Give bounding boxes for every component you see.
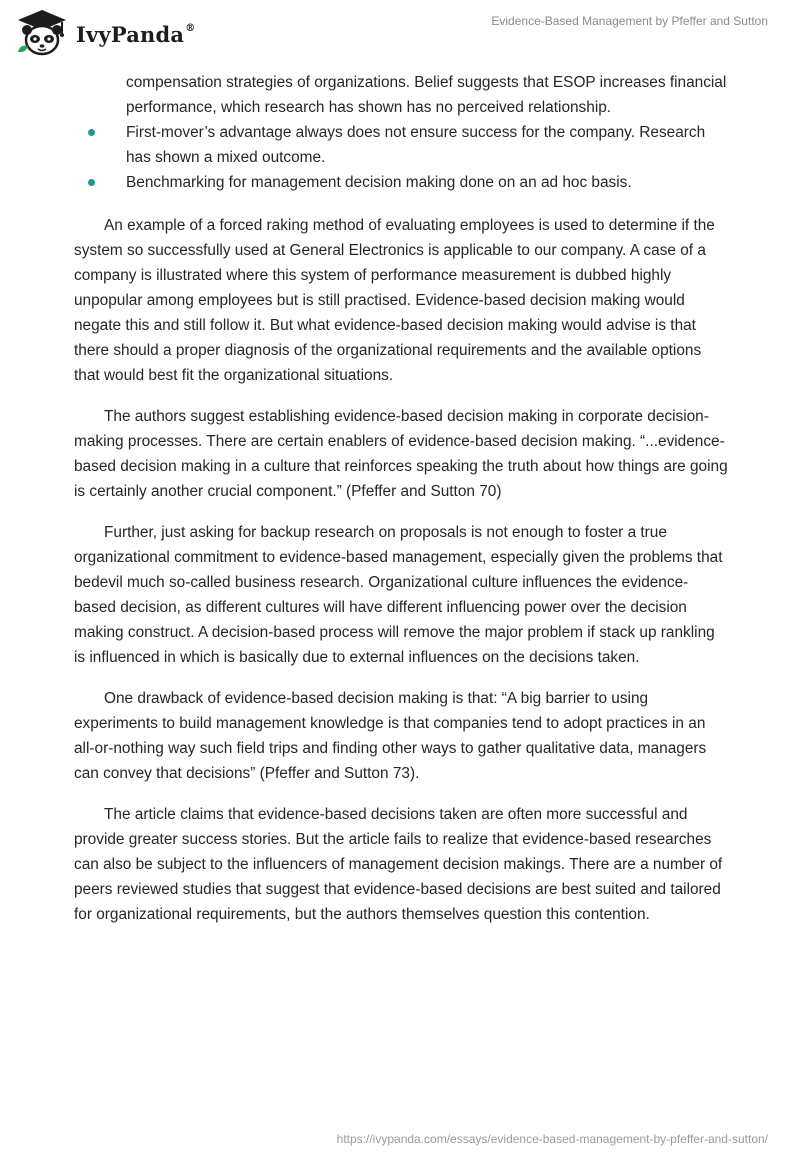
source-url[interactable]: https://ivypanda.com/essays/evidence-based-management-by-pfeffer-and-sutton/ xyxy=(336,1132,768,1146)
bullet-dot-icon xyxy=(88,129,95,136)
bullet-list xyxy=(74,70,729,195)
bullet-item: compensation strategies of organizations. Belief suggests that ESOP increases financial performance, which research has shown has no perceived relationship. xyxy=(126,74,727,116)
bullet-item: Benchmarking for management decision making done on an ad hoc basis. xyxy=(74,170,729,195)
paragraph: The article claims that evidence-based decisions taken are often more successful and provide greater success stories. But the article fails to realize that evidence-based researches can also be subject to the influencers of management decision makings. There are a number of peers reviewed studies that suggest that evidence-based decisions are best suited and tailored for organizational requirements, but the authors themselves question this contention. xyxy=(74,806,723,923)
paragraph: The authors suggest establishing evidence-based decision making in corporate decision-making processes. There are certain enablers of evidence-based decision making. “...evidence-based decision making in a culture that reinforces speaking the truth about how things are going is certainly another crucial component.” (Pfeffer and Sutton 70) xyxy=(74,408,728,500)
panda-graduate-icon xyxy=(14,8,70,58)
bullet-item: First-mover’s advantage always does not ensure success for the company. Research has shown a mixed outcome. xyxy=(74,120,729,170)
registered-mark: ® xyxy=(185,22,196,34)
paragraph: Further, just asking for backup research on proposals is not enough to foster a true organizational commitment to evidence-based management, especially given the problems that bedevil much so-called business research. Organizational culture influences the evidence-based decision, as different cultures will have different influencing power over the decision making construct. A decision-based process will remove the major problem if stack up rankling is influenced in which is basically due to external influences on the decisions taken. xyxy=(74,524,723,666)
page-header xyxy=(0,0,800,64)
ivypanda-logo[interactable] xyxy=(14,8,204,58)
paragraph: One drawback of evidence-based decision making is that: “A big barrier to using experiments to build management knowledge is that companies tend to adopt practices in an all-or-nothing way such field trips and finding other ways to gather qualitative data, managers can convey that decisions” (Pfeffer and Sutton 73). xyxy=(74,690,707,782)
essay-body xyxy=(74,70,729,927)
document-title: Evidence-Based Management by Pfeffer and Sutton xyxy=(491,14,768,28)
brand-name: IvyPanda® xyxy=(76,21,196,47)
paragraph: An example of a forced raking method of evaluating employees is used to determine if the system so successfully used at General Electronics is applicable to our company. A case of a company is illustrated where this system of performance measurement is dubbed highly unpopular among employees but is still practised. Evidence-based decision making would negate this and still follow it. But what evidence-based decision making would advise is that there should a proper diagnosis of the organizational requirements and the available options that would best fit the organizational situations. xyxy=(74,217,715,384)
bullet-dot-icon xyxy=(88,179,95,186)
